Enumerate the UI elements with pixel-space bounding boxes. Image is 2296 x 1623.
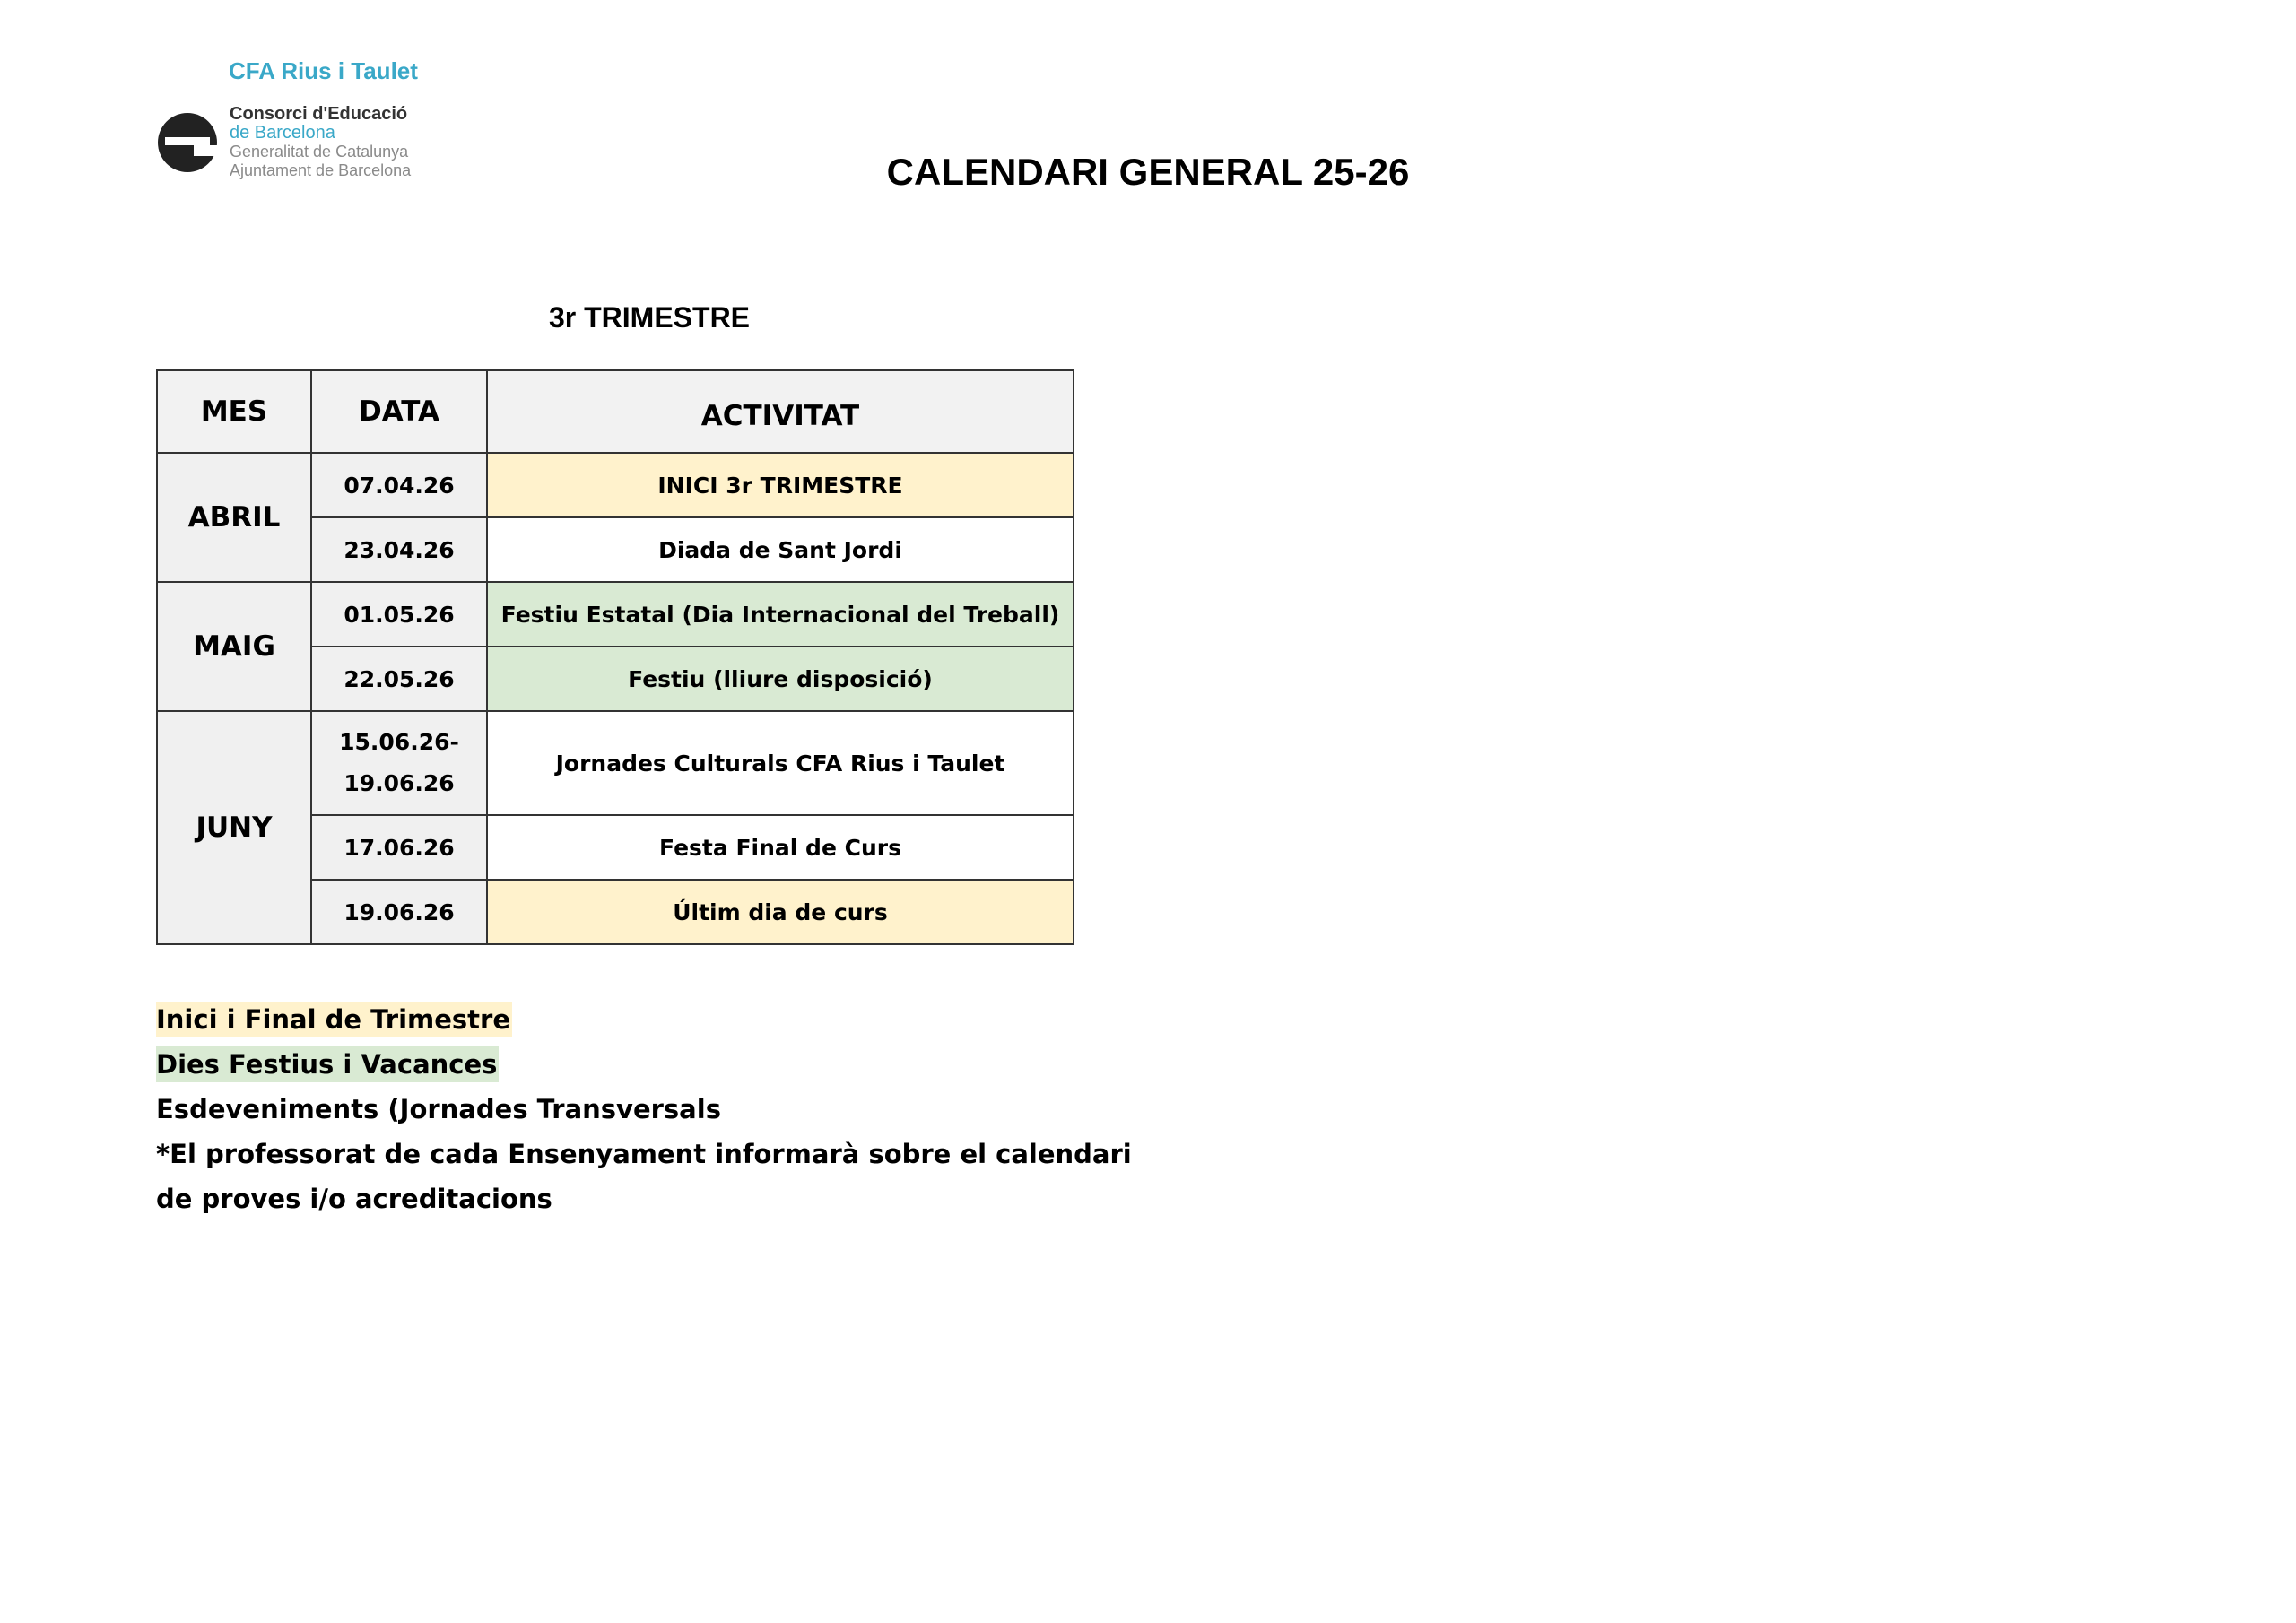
header-activitat: ACTIVITAT bbox=[487, 370, 1074, 453]
month-cell-maig: MAIG bbox=[157, 582, 311, 711]
consorci-logo-icon bbox=[152, 106, 222, 176]
activity-cell: Últim dia de curs bbox=[487, 880, 1074, 944]
legend-note-line-1: *El professorat de cada Ensenyament informarà sobre el calendari bbox=[156, 1139, 1132, 1169]
date-cell: 23.04.26 bbox=[311, 517, 487, 582]
logo-line-consorci: Consorci d'Educació bbox=[230, 104, 408, 124]
table-header-row bbox=[157, 370, 1074, 453]
logo-center-name: CFA Rius i Taulet bbox=[229, 57, 418, 84]
legend-item-events: Esdeveniments (Jornades Transversals bbox=[156, 1094, 721, 1124]
legend-note-line-2: de proves i/o acreditacions bbox=[156, 1184, 552, 1214]
month-cell-juny: JUNY bbox=[157, 711, 311, 944]
date-cell: 07.04.26 bbox=[311, 453, 487, 517]
table-row bbox=[157, 582, 1074, 647]
header-data: DATA bbox=[311, 370, 487, 453]
term-title: 3r TRIMESTRE bbox=[548, 301, 751, 334]
header-mes: MES bbox=[157, 370, 311, 453]
page-title: CALENDARI GENERAL 25-26 bbox=[886, 151, 1410, 193]
date-cell: 22.05.26 bbox=[311, 647, 487, 711]
legend-item-inici-final bbox=[156, 997, 1132, 1042]
logo-line-ajuntament: Ajuntament de Barcelona bbox=[230, 161, 412, 179]
activity-cell: INICI 3r TRIMESTRE bbox=[487, 453, 1074, 517]
date-range-start: 15.06.26- bbox=[339, 729, 459, 755]
activity-cell: Festa Final de Curs bbox=[487, 815, 1074, 880]
logo-text bbox=[230, 105, 411, 180]
table-row bbox=[157, 711, 1074, 815]
month-cell-abril: ABRIL bbox=[157, 453, 311, 582]
legend-label-inici-final: Inici i Final de Trimestre bbox=[156, 1002, 512, 1037]
activity-cell: Festiu (lliure disposició) bbox=[487, 647, 1074, 711]
date-cell: 19.06.26 bbox=[311, 880, 487, 944]
calendar-table bbox=[156, 369, 1074, 945]
date-range-cell bbox=[311, 711, 487, 815]
legend bbox=[156, 997, 1132, 1221]
activity-cell: Jornades Culturals CFA Rius i Taulet bbox=[487, 711, 1074, 815]
table-row bbox=[157, 453, 1074, 517]
logo-line-generalitat: Generalitat de Catalunya bbox=[230, 143, 409, 161]
activity-cell: Festiu Estatal (Dia Internacional del Treball) bbox=[487, 582, 1074, 647]
legend-label-festius: Dies Festius i Vacances bbox=[156, 1046, 499, 1082]
legend-item-festius bbox=[156, 1042, 1132, 1087]
date-cell: 17.06.26 bbox=[311, 815, 487, 880]
logo-line-barcelona: de Barcelona bbox=[230, 123, 335, 143]
date-range-end: 19.06.26 bbox=[344, 770, 455, 796]
activity-cell: Diada de Sant Jordi bbox=[487, 517, 1074, 582]
date-cell: 01.05.26 bbox=[311, 582, 487, 647]
